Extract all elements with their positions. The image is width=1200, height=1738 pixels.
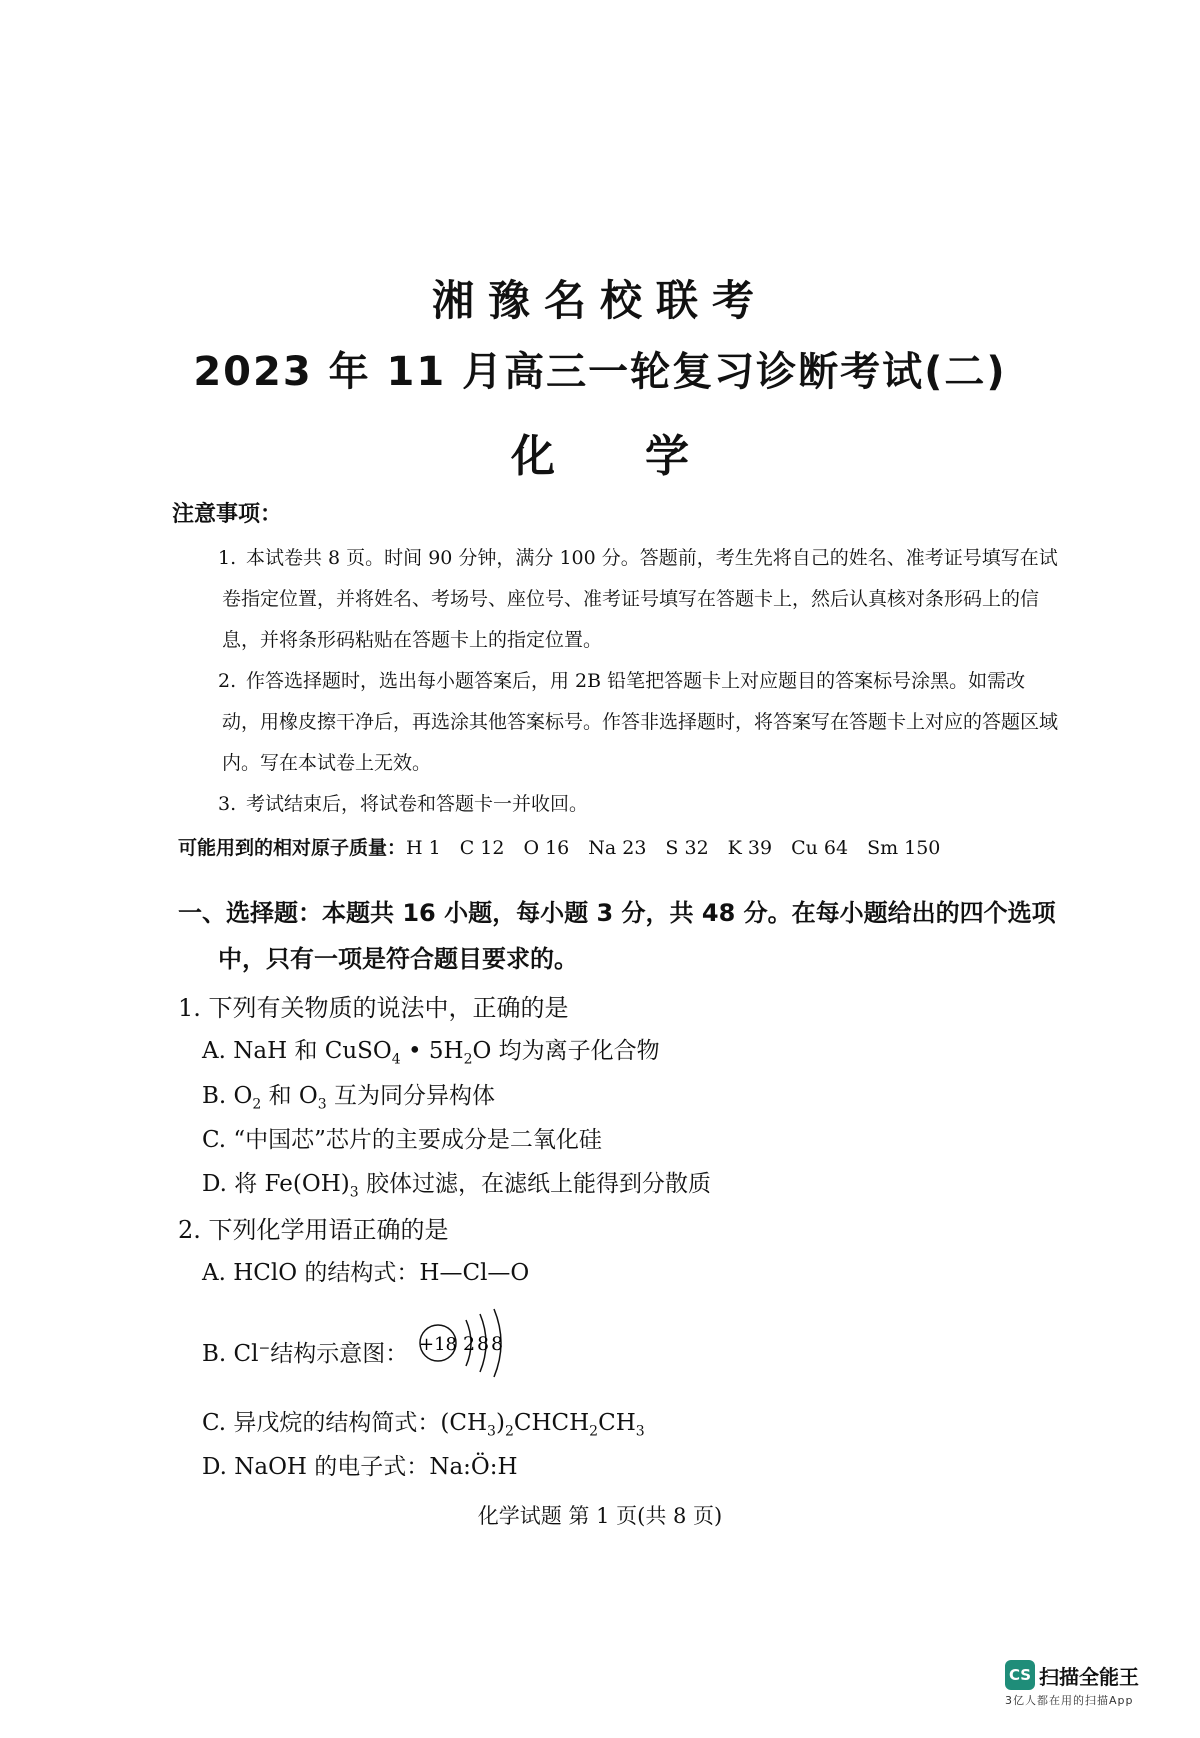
note-num: 1. — [218, 547, 237, 569]
note-num: 2. — [218, 670, 237, 692]
shell-1-electrons: 2 — [462, 1333, 475, 1355]
note-item-2 — [218, 661, 1062, 784]
q2-option-c: C. 异戊烷的结构简式：$(CH_3)_2CHCH_2CH_3$ — [202, 1410, 645, 1440]
notes-heading: 注意事项： — [172, 502, 283, 527]
atomic-mass-line — [178, 833, 940, 860]
watermark-sub: 3亿人都在用的扫描App — [1005, 1694, 1134, 1707]
note-item-3 — [218, 784, 1062, 825]
q1-option-d: D. 将 $Fe(OH)_3$ 胶体过滤，在滤纸上能得到分散质 — [202, 1171, 711, 1201]
q2-option-a: A. HClO 的结构式：H—Cl—O — [202, 1260, 530, 1286]
camscanner-logo-icon: CS — [1005, 1660, 1035, 1690]
atomic-mass-label: 可能用到的相对原子质量： — [178, 837, 407, 859]
page-footer: 化学试题 第 1 页(共 8 页) — [477, 1504, 723, 1528]
subject-char-1: 化 — [511, 431, 555, 482]
q1-stem: 1. 下列有关物质的说法中，正确的是 — [178, 994, 569, 1022]
naoh-electron-formula: Na:Ö:H — [429, 1454, 518, 1480]
section-line-2: 中，只有一项是符合题目要求的。 — [218, 945, 578, 973]
note-text: 本试卷共 8 页。时间 90 分钟，满分 100 分。答题前，考生先将自己的姓名、准考证号填写在试卷指定位置，并将姓名、考场号、座位号、准考证号填写在答题卡上，然后认真核对条形码上的信息，并将条形码粘贴在答题卡上的指定位置。 — [222, 547, 1058, 651]
scanner-watermark — [1005, 1660, 1175, 1708]
subject-title — [0, 420, 1200, 484]
section-line-1: 一、选择题：本题共 16 小题，每小题 3 分，共 48 分。在每小题给出的四个选项 — [178, 899, 1056, 927]
watermark-name: 扫描全能王 — [1039, 1664, 1139, 1689]
section-heading — [178, 890, 1078, 982]
note-text: 作答选择题时，选出每小题答案后，用 2B 铅笔把答题卡上对应题目的答案标号涂黑。如需改动，用橡皮擦干净后，再选涂其他答案标号。作答非选择题时，将答案写在答题卡上对应的答题区域内。写在本试卷上无效。 — [222, 670, 1059, 774]
q2-option-b: B. Cl−结构示意图： +18 2 8 8 — [202, 1332, 526, 1378]
q1-option-c: C. “中国芯”芯片的主要成分是二氧化硅 — [202, 1127, 602, 1153]
q1-option-b: B. $O_2$ 和 $O_3$ 互为同分异构体 — [202, 1083, 496, 1113]
atomic-mass-values: H 1 C 12 O 16 Na 23 S 32 K 39 Cu 64 Sm 150 — [406, 837, 941, 859]
nucleus-charge: +18 — [418, 1334, 457, 1355]
shell-3-electrons: 8 — [490, 1333, 503, 1355]
exam-organizer: 湘豫名校联考 — [431, 276, 768, 325]
q1-option-a: A. NaH 和 CuSO$_4$ • $5H_2O$ 均为离子化合物 — [202, 1038, 660, 1068]
q2-option-d: D. NaOH 的电子式：Na:Ö:H — [202, 1454, 518, 1480]
q2-stem: 2. 下列化学用语正确的是 — [178, 1216, 449, 1244]
note-num: 3. — [218, 793, 237, 815]
chloride-ion-structure-diagram — [416, 1308, 526, 1378]
subject-char-2: 学 — [645, 431, 689, 482]
shell-2-electrons: 8 — [476, 1333, 489, 1355]
exam-title: 2023 年 11 月高三一轮复习诊断考试(二) — [193, 349, 1007, 395]
note-text: 考试结束后，将试卷和答题卡一并收回。 — [246, 793, 589, 815]
note-item-1 — [218, 538, 1062, 661]
